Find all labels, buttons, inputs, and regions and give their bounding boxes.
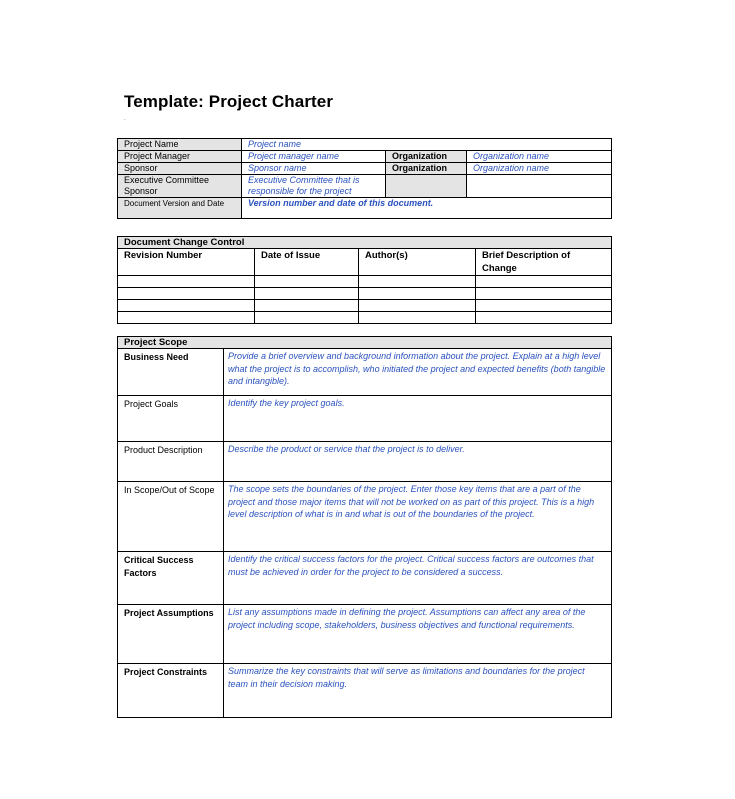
project-constraints-label: Project Constraints: [118, 664, 224, 718]
column-date-of-issue: Date of Issue: [255, 249, 359, 276]
revision-cell[interactable]: [118, 312, 255, 324]
project-name-field[interactable]: Project name: [242, 139, 612, 151]
revision-cell[interactable]: [118, 276, 255, 288]
change-control-row: [118, 288, 612, 300]
description-cell[interactable]: [476, 276, 612, 288]
sponsor-label: Sponsor: [118, 163, 242, 175]
date-cell[interactable]: [255, 300, 359, 312]
executive-sponsor-field[interactable]: Executive Committee that is responsible for the project: [242, 175, 386, 198]
change-control-table: [117, 236, 612, 324]
project-assumptions-label: Project Assumptions: [118, 605, 224, 664]
product-description-field[interactable]: Describe the product or service that the project is to deliver.: [224, 442, 612, 482]
executive-org-field[interactable]: [467, 175, 612, 198]
row-project-name: [118, 139, 612, 151]
executive-sponsor-label: Executive Committee Sponsor: [118, 175, 242, 198]
change-control-header: Document Change Control: [118, 237, 612, 249]
change-control-row: [118, 300, 612, 312]
in-out-scope-label: In Scope/Out of Scope: [118, 482, 224, 552]
scope-row-product-description: [118, 442, 612, 482]
author-cell[interactable]: [359, 312, 476, 324]
revision-cell[interactable]: [118, 288, 255, 300]
document-version-label: Document Version and Date: [118, 198, 242, 219]
project-scope-header: Project Scope: [118, 337, 612, 349]
change-control-row: [118, 312, 612, 324]
change-control-header-row: [118, 237, 612, 249]
column-authors: Author(s): [359, 249, 476, 276]
scope-row-in-out-scope: [118, 482, 612, 552]
stray-mark: .: [124, 116, 126, 122]
row-document-version: [118, 198, 612, 219]
sponsor-organization-label: Organization: [386, 163, 467, 175]
project-scope-header-row: [118, 337, 612, 349]
project-manager-label: Project Manager: [118, 151, 242, 163]
project-scope-table: [117, 336, 612, 718]
column-brief-description: Brief Description of Change: [476, 249, 612, 276]
row-sponsor: [118, 163, 612, 175]
scope-row-project-goals: [118, 396, 612, 442]
scope-row-project-assumptions: [118, 605, 612, 664]
scope-row-critical-success-factors: [118, 552, 612, 605]
row-executive-sponsor: [118, 175, 612, 198]
row-project-manager: [118, 151, 612, 163]
project-constraints-field[interactable]: Summarize the key constraints that will serve as limitations and boundaries for the project team in their decision making.: [224, 664, 612, 718]
document-version-field[interactable]: Version number and date of this document.: [242, 198, 612, 219]
change-control-column-row: [118, 249, 612, 276]
in-out-scope-field[interactable]: The scope sets the boundaries of the project. Enter those key items that are a part of the project and those major items that will not be worked on as part of this project. This is a high level description of what is in and what is out of the boundaries of the project.: [224, 482, 612, 552]
product-description-label: Product Description: [118, 442, 224, 482]
page-title: Template: Project Charter: [124, 92, 334, 111]
executive-org-blank: [386, 175, 467, 198]
revision-cell[interactable]: [118, 300, 255, 312]
description-cell[interactable]: [476, 300, 612, 312]
sponsor-field[interactable]: Sponsor name: [242, 163, 386, 175]
project-name-label: Project Name: [118, 139, 242, 151]
date-cell[interactable]: [255, 276, 359, 288]
date-cell[interactable]: [255, 288, 359, 300]
scope-row-project-constraints: [118, 664, 612, 718]
description-cell[interactable]: [476, 312, 612, 324]
project-manager-field[interactable]: Project manager name: [242, 151, 386, 163]
project-assumptions-field[interactable]: List any assumptions made in defining the project. Assumptions can affect any area of the project including scope, stakeholders, business objectives and functional requirements.: [224, 605, 612, 664]
sponsor-organization-field[interactable]: Organization name: [467, 163, 612, 175]
project-goals-label: Project Goals: [118, 396, 224, 442]
project-info-table: [117, 138, 612, 219]
change-control-row: [118, 276, 612, 288]
author-cell[interactable]: [359, 276, 476, 288]
description-cell[interactable]: [476, 288, 612, 300]
critical-success-factors-field[interactable]: Identify the critical success factors for the project. Critical success factors are outcomes that must be achieved in order for the project to be considered a success.: [224, 552, 612, 605]
scope-row-business-need: [118, 349, 612, 396]
project-goals-field[interactable]: Identify the key project goals.: [224, 396, 612, 442]
business-need-label: Business Need: [118, 349, 224, 396]
organization-label: Organization: [386, 151, 467, 163]
organization-field[interactable]: Organization name: [467, 151, 612, 163]
date-cell[interactable]: [255, 312, 359, 324]
column-revision-number: Revision Number: [118, 249, 255, 276]
business-need-field[interactable]: Provide a brief overview and background information about the project. Explain at a high level what the project is to accomplish, who initiated the project and expected benefits (both tangible and intangible).: [224, 349, 612, 396]
critical-success-factors-label: Critical Success Factors: [118, 552, 224, 605]
author-cell[interactable]: [359, 300, 476, 312]
author-cell[interactable]: [359, 288, 476, 300]
